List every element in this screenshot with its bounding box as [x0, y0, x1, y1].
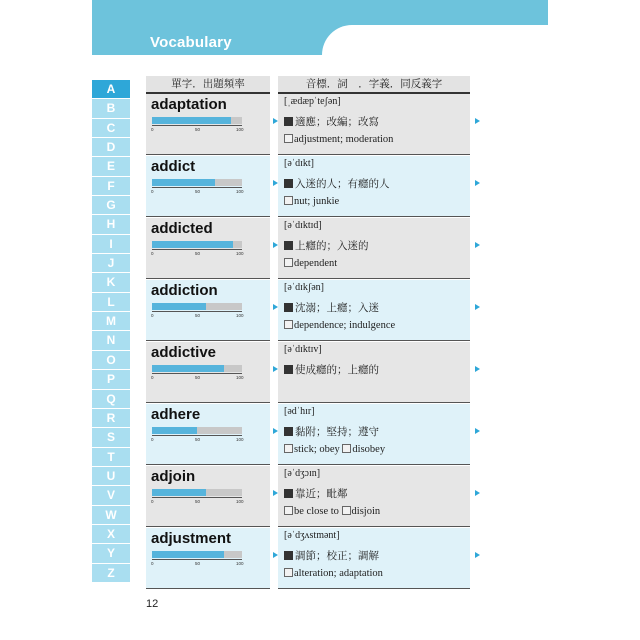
scale-mid: 50	[195, 127, 201, 132]
scale-max: 100	[236, 127, 244, 132]
synonyms: be close to	[294, 506, 339, 517]
antonym-icon	[342, 506, 351, 515]
word-cell	[146, 404, 270, 465]
alphabet-letter-z[interactable]: Z	[92, 564, 130, 582]
word: adjustment	[151, 530, 232, 547]
frequency-bar	[152, 489, 242, 496]
synonyms: nut; junkie	[294, 196, 340, 207]
vocab-row	[146, 404, 470, 464]
word: addicted	[151, 220, 213, 237]
word: adhere	[151, 406, 201, 423]
frequency-bar	[152, 551, 242, 558]
definition: 入迷的人；有癮的人	[295, 179, 390, 190]
scale-max: 100	[236, 313, 244, 318]
synonyms: stick; obey	[294, 444, 340, 455]
alphabet-letter-c[interactable]: C	[92, 119, 130, 137]
part-of-speech-icon	[284, 241, 293, 250]
alphabet-letter-e[interactable]: E	[92, 157, 130, 175]
scale-mid: 50	[195, 251, 201, 256]
banner-cutout	[322, 25, 548, 55]
vocab-row	[146, 466, 470, 526]
definition: 上癮的；入迷的	[295, 241, 369, 252]
phonetic: [əˈdɪktɪv]	[284, 344, 322, 355]
scale-min: 0	[151, 127, 154, 132]
synonym-icon	[284, 568, 293, 577]
vocab-row	[146, 218, 470, 278]
alphabet-letter-l[interactable]: L	[92, 293, 130, 311]
scale-min: 0	[151, 499, 154, 504]
word-cell	[146, 528, 270, 589]
frequency-fill	[152, 241, 233, 248]
definition: 適應；改編；改寫	[295, 117, 379, 128]
word: adaptation	[151, 96, 227, 113]
word-cell	[146, 342, 270, 403]
details-cell	[278, 280, 470, 341]
phonetic: [ədˈhɪr]	[284, 406, 315, 417]
frequency-fill	[152, 551, 224, 558]
scale-mid: 50	[195, 189, 201, 194]
page-title: Vocabulary	[150, 34, 232, 51]
synonym-icon	[284, 196, 293, 205]
frequency-bar	[152, 427, 242, 434]
part-of-speech-icon	[284, 179, 293, 188]
arrow-right-icon	[475, 552, 480, 558]
arrow-right-icon	[475, 490, 480, 496]
details-cell	[278, 94, 470, 155]
scale-max: 100	[236, 189, 244, 194]
scale-max: 100	[236, 251, 244, 256]
antonyms: disjoin	[351, 506, 381, 517]
synonym-icon	[284, 320, 293, 329]
frequency-axis	[152, 435, 242, 436]
word: adjoin	[151, 468, 196, 485]
frequency-bar	[152, 179, 242, 186]
scale-mid: 50	[195, 375, 201, 380]
alphabet-letter-f[interactable]: F	[92, 177, 130, 195]
scale-min: 0	[151, 375, 154, 380]
part-of-speech-icon	[284, 303, 293, 312]
phonetic: [əˈdɪktɪd]	[284, 220, 322, 231]
page-number: 12	[146, 598, 159, 610]
arrow-right-icon	[475, 304, 480, 310]
word-cell	[146, 280, 270, 341]
arrow-right-icon	[475, 242, 480, 248]
frequency-bar	[152, 303, 242, 310]
vocab-row	[146, 156, 470, 216]
synonyms: alteration; adaptation	[294, 568, 383, 579]
alphabet-letter-d[interactable]: D	[92, 138, 130, 156]
definition: 靠近；毗鄰	[295, 489, 348, 500]
frequency-axis	[152, 125, 242, 126]
scale-min: 0	[151, 251, 154, 256]
scale-mid: 50	[195, 437, 201, 442]
alphabet-letter-p[interactable]: P	[92, 370, 130, 388]
synonym-icon	[284, 134, 293, 143]
alphabet-letter-i[interactable]: I	[92, 235, 130, 253]
definition: 黏附；堅持；遵守	[295, 427, 379, 438]
frequency-fill	[152, 489, 206, 496]
details-cell	[278, 342, 470, 403]
details-cell	[278, 528, 470, 589]
alphabet-letter-x[interactable]: X	[92, 525, 130, 543]
synonym-icon	[284, 444, 293, 453]
vocab-row	[146, 342, 470, 402]
vocab-row	[146, 528, 470, 588]
alphabet-letter-u[interactable]: U	[92, 467, 130, 485]
word: addict	[151, 158, 196, 175]
arrow-right-icon	[475, 180, 480, 186]
alphabet-letter-w[interactable]: W	[92, 506, 130, 524]
alphabet-letter-k[interactable]: K	[92, 273, 130, 291]
scale-max: 100	[236, 375, 244, 380]
word: addiction	[151, 282, 218, 299]
arrow-right-icon	[475, 118, 480, 124]
phonetic: [əˈdɪkʃən]	[284, 282, 324, 293]
frequency-axis	[152, 559, 242, 560]
frequency-axis	[152, 249, 242, 250]
details-cell	[278, 404, 470, 465]
word-cell	[146, 466, 270, 527]
details-cell	[278, 156, 470, 217]
word-cell	[146, 94, 270, 155]
alphabet-letter-g[interactable]: G	[92, 196, 130, 214]
frequency-axis	[152, 373, 242, 374]
frequency-fill	[152, 365, 224, 372]
vocab-row	[146, 280, 470, 340]
phonetic: [əˈdɪkt]	[284, 158, 314, 169]
scale-min: 0	[151, 189, 154, 194]
alphabet-letter-h[interactable]: H	[92, 215, 130, 233]
alphabet-letter-t[interactable]: T	[92, 448, 130, 466]
alphabet-letter-j[interactable]: J	[92, 254, 130, 272]
definition: 沈溺；上癮；入迷	[295, 303, 379, 314]
scale-mid: 50	[195, 499, 201, 504]
alphabet-letter-a[interactable]: A	[92, 80, 130, 98]
synonym-icon	[284, 506, 293, 515]
arrow-right-icon	[475, 366, 480, 372]
frequency-axis	[152, 497, 242, 498]
part-of-speech-icon	[284, 365, 293, 374]
alphabet-letter-s[interactable]: S	[92, 428, 130, 446]
frequency-axis	[152, 187, 242, 188]
scale-min: 0	[151, 561, 154, 566]
scale-min: 0	[151, 437, 154, 442]
arrow-right-icon	[475, 428, 480, 434]
phonetic: [əˈdʒʌstmənt]	[284, 530, 340, 541]
part-of-speech-icon	[284, 489, 293, 498]
scale-mid: 50	[195, 561, 201, 566]
alphabet-letter-y[interactable]: Y	[92, 544, 130, 562]
scale-max: 100	[236, 437, 244, 442]
part-of-speech-icon	[284, 117, 293, 126]
alphabet-letter-b[interactable]: B	[92, 99, 130, 117]
alphabet-letter-n[interactable]: N	[92, 331, 130, 349]
word-cell	[146, 218, 270, 279]
alphabet-letter-v[interactable]: V	[92, 486, 130, 504]
column-header-details: 音標．詞 ．字義．同反義字	[278, 76, 470, 94]
alphabet-letter-o[interactable]: O	[92, 351, 130, 369]
scale-min: 0	[151, 313, 154, 318]
alphabet-letter-q[interactable]: Q	[92, 390, 130, 408]
antonyms: disobey	[352, 444, 386, 455]
antonym-icon	[342, 444, 351, 453]
details-cell	[278, 218, 470, 279]
frequency-fill	[152, 179, 215, 186]
phonetic: [əˈdʒɔɪn]	[284, 468, 321, 479]
part-of-speech-icon	[284, 427, 293, 436]
word: addictive	[151, 344, 217, 361]
scale-max: 100	[236, 561, 244, 566]
frequency-bar	[152, 117, 242, 124]
details-cell	[278, 466, 470, 527]
frequency-bar	[152, 365, 242, 372]
frequency-fill	[152, 117, 231, 124]
frequency-fill	[152, 303, 206, 310]
synonyms: dependent	[294, 258, 338, 269]
definition: 使成癮的；上癮的	[295, 365, 379, 376]
frequency-axis	[152, 311, 242, 312]
scale-max: 100	[236, 499, 244, 504]
synonym-icon	[284, 258, 293, 267]
phonetic: [ˌædæpˈteʃən]	[284, 96, 341, 107]
frequency-bar	[152, 241, 242, 248]
column-header-word: 單字．出題頻率	[146, 76, 270, 94]
part-of-speech-icon	[284, 551, 293, 560]
definition: 調節；校正；調解	[295, 551, 379, 562]
alphabet-letter-m[interactable]: M	[92, 312, 130, 330]
scale-mid: 50	[195, 313, 201, 318]
alphabet-index	[92, 80, 130, 583]
synonyms: adjustment; moderation	[294, 134, 394, 145]
frequency-fill	[152, 427, 197, 434]
word-cell	[146, 156, 270, 217]
vocab-row	[146, 94, 470, 154]
synonyms: dependence; indulgence	[294, 320, 396, 331]
alphabet-letter-r[interactable]: R	[92, 409, 130, 427]
